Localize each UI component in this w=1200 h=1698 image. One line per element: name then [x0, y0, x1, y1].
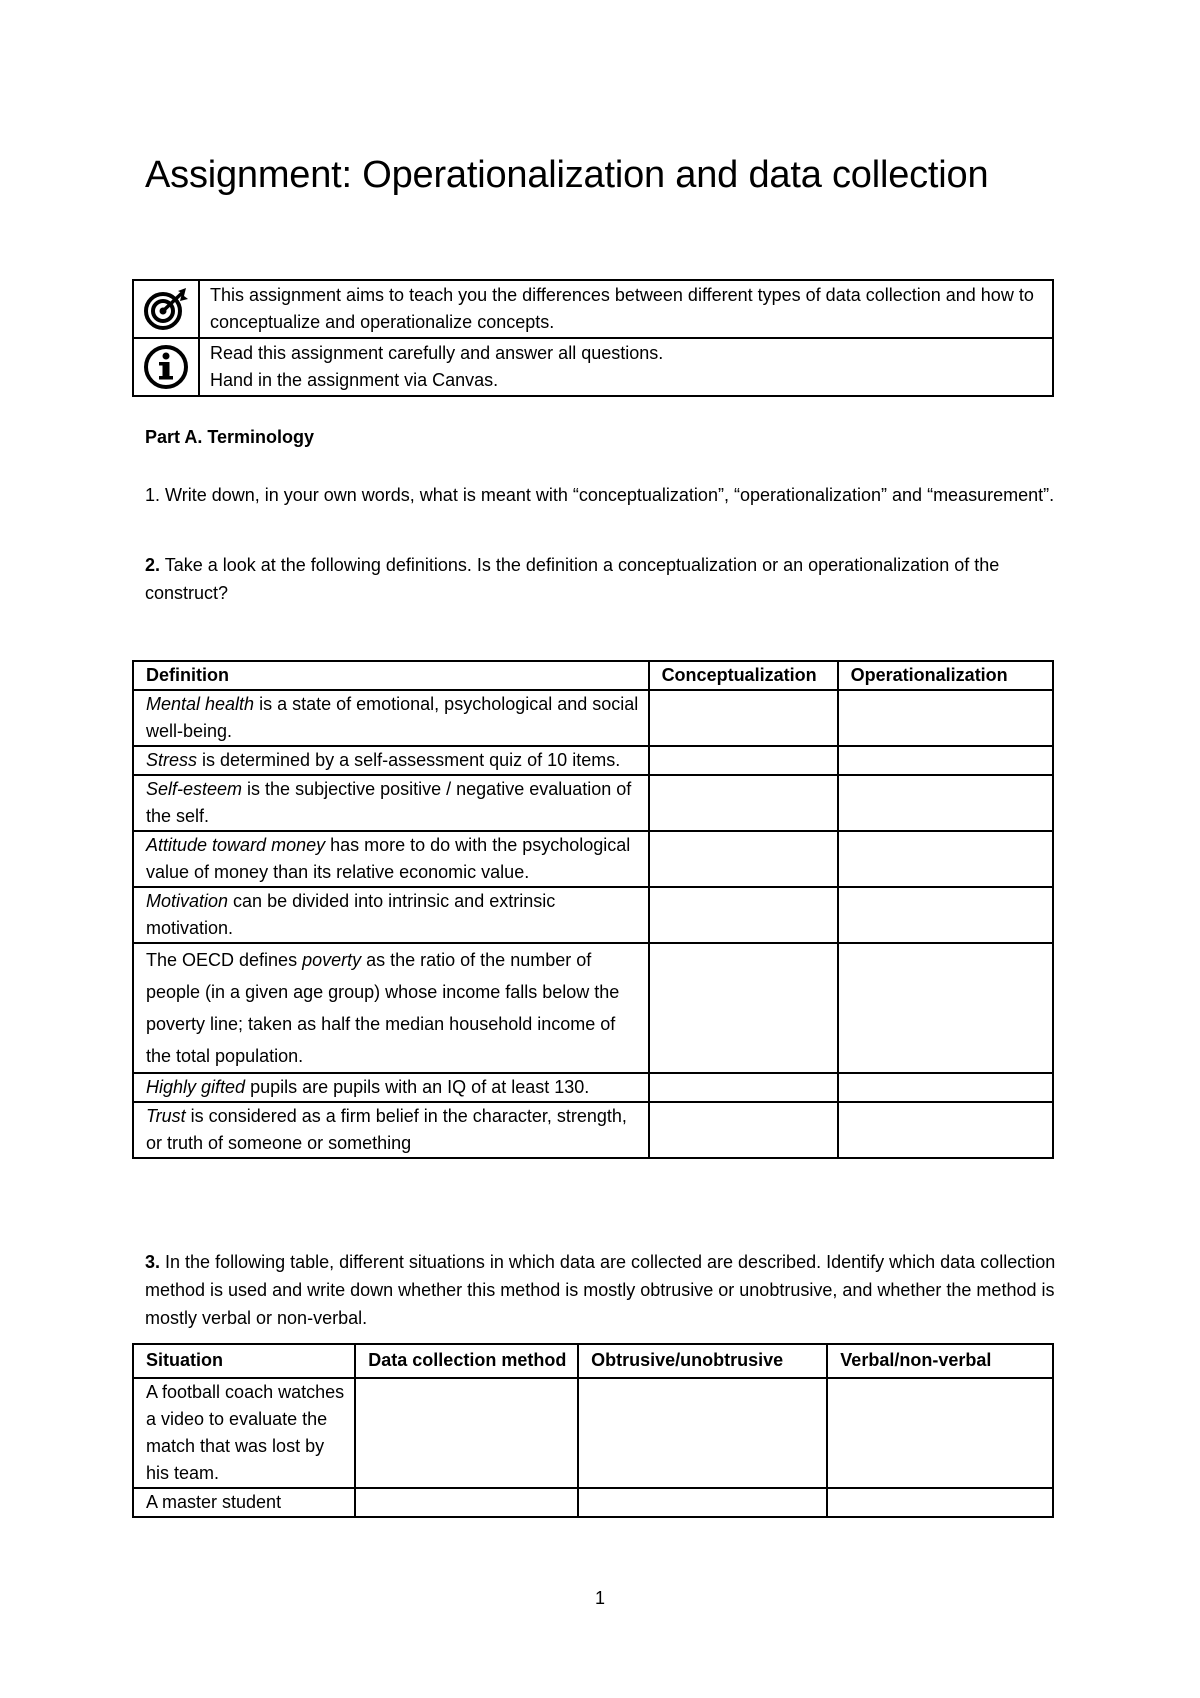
operationalization-answer-cell[interactable]	[838, 775, 1053, 831]
definition-cell	[133, 831, 649, 887]
definition-rest: is considered as a firm belief in the character, strength, or truth of someone or something	[146, 1106, 627, 1153]
data-collection-method-answer-cell[interactable]	[355, 1488, 578, 1517]
definition-cell	[133, 1073, 649, 1102]
definition-rest: has more to do with the psychological value of money than its relative economic value.	[146, 835, 631, 882]
definition-term: Motivation	[146, 891, 229, 911]
definition-row	[133, 775, 1053, 831]
definition-row	[133, 887, 1053, 943]
conceptualization-answer-cell[interactable]	[649, 831, 838, 887]
definition-rest: is determined by a self-assessment quiz of 10 items.	[197, 750, 621, 770]
header-situation: Situation	[133, 1344, 355, 1378]
definition-cell	[133, 690, 649, 746]
question-1-text: Write down, in your own words, what is meant with “conceptualization”, “operationalization” and “measurement”.	[165, 485, 1055, 505]
page-number: 1	[594, 1588, 605, 1608]
verbal-answer-cell[interactable]	[827, 1488, 1053, 1517]
operationalization-answer-cell[interactable]	[838, 943, 1053, 1073]
definition-term: Mental health	[146, 694, 255, 714]
header-conceptualization: Conceptualization	[649, 661, 838, 690]
conceptualization-answer-cell[interactable]	[649, 775, 838, 831]
operationalization-answer-cell[interactable]	[838, 1102, 1053, 1158]
info-line-1: Read this assignment carefully and answer all questions.	[210, 343, 664, 363]
situation-cell: A football coach watches a video to evaluate the match that was lost by his team.	[133, 1378, 355, 1488]
situation-cell: A master student	[133, 1488, 355, 1517]
info-line-2: Hand in the assignment via Canvas.	[210, 370, 499, 390]
definition-row	[133, 1102, 1053, 1158]
header-obtrusive-unobtrusive: Obtrusive/unobtrusive	[578, 1344, 827, 1378]
conceptualization-answer-cell[interactable]	[649, 1102, 838, 1158]
definition-term: Self-esteem	[146, 779, 243, 799]
situation-row	[133, 1488, 1053, 1517]
definition-row	[133, 690, 1053, 746]
operationalization-answer-cell[interactable]	[838, 1073, 1053, 1102]
info-text	[199, 338, 1053, 396]
definition-term: poverty	[302, 950, 362, 970]
operationalization-answer-cell[interactable]	[838, 746, 1053, 775]
situations-header-row	[133, 1344, 1053, 1378]
definition-rest: is the subjective positive / negative evaluation of the self.	[146, 779, 632, 826]
definition-cell	[133, 887, 649, 943]
operationalization-answer-cell[interactable]	[838, 887, 1053, 943]
question-1	[145, 481, 1065, 509]
definitions-header-row	[133, 661, 1053, 690]
definition-cell	[133, 1102, 649, 1158]
question-2	[145, 551, 1065, 607]
info-icon-cell	[133, 338, 199, 396]
definition-cell	[133, 775, 649, 831]
definition-rest: pupils are pupils with an IQ of at least 130.	[245, 1077, 590, 1097]
question-1-number: 1.	[145, 485, 161, 505]
operationalization-answer-cell[interactable]	[838, 690, 1053, 746]
header-definition: Definition	[133, 661, 649, 690]
definition-term: Trust	[146, 1106, 186, 1126]
situations-table	[132, 1343, 1054, 1518]
definition-cell	[133, 943, 649, 1073]
info-icon	[142, 343, 190, 391]
assignment-info-box	[132, 279, 1054, 397]
conceptualization-answer-cell[interactable]	[649, 1073, 838, 1102]
definition-row	[133, 831, 1053, 887]
conceptualization-answer-cell[interactable]	[649, 887, 838, 943]
question-3-number: 3.	[145, 1252, 161, 1272]
question-2-text: Take a look at the following definitions. Is the definition a conceptualization or an operationalization of the construct?	[145, 555, 1000, 603]
definition-cell	[133, 746, 649, 775]
obtrusive-answer-cell[interactable]	[578, 1378, 827, 1488]
goal-icon-cell	[133, 280, 199, 338]
definition-rest: is a state of emotional, psychological and social well-being.	[146, 694, 639, 741]
page-title: Assignment: Operationalization and data collection	[145, 154, 989, 196]
definition-pre: The OECD defines	[146, 950, 303, 970]
definition-row	[133, 746, 1053, 775]
operationalization-answer-cell[interactable]	[838, 831, 1053, 887]
conceptualization-answer-cell[interactable]	[649, 943, 838, 1073]
header-data-collection-method: Data collection method	[355, 1344, 578, 1378]
data-collection-method-answer-cell[interactable]	[355, 1378, 578, 1488]
definitions-table	[132, 660, 1054, 1159]
header-operationalization: Operationalization	[838, 661, 1053, 690]
definition-term: Stress	[146, 750, 198, 770]
definition-rest: can be divided into intrinsic and extrinsic motivation.	[146, 891, 556, 938]
verbal-answer-cell[interactable]	[827, 1378, 1053, 1488]
target-icon	[140, 287, 192, 331]
conceptualization-answer-cell[interactable]	[649, 690, 838, 746]
situation-row	[133, 1378, 1053, 1488]
question-3	[145, 1248, 1065, 1332]
part-a-heading: Part A. Terminology	[145, 427, 315, 447]
definition-row	[133, 943, 1053, 1073]
definition-rest: as the ratio of the number of people (in a given age group) whose income falls below the poverty line; taken as half the median household income of the total population.	[146, 950, 620, 1066]
conceptualization-answer-cell[interactable]	[649, 746, 838, 775]
question-3-text: In the following table, different situations in which data are collected are described. Identify which data collection method is used and write down whether this method is mostly obtrusive or unobtrusive, and whether the method is mostly verbal or non-verbal.	[145, 1252, 1056, 1328]
definition-term: Highly gifted	[146, 1077, 246, 1097]
definition-term: Attitude toward money	[146, 835, 326, 855]
question-2-number: 2.	[145, 555, 161, 575]
header-verbal-non-verbal: Verbal/non-verbal	[827, 1344, 1053, 1378]
obtrusive-answer-cell[interactable]	[578, 1488, 827, 1517]
definition-row	[133, 1073, 1053, 1102]
goal-text: This assignment aims to teach you the differences between different types of data collection and how to conceptualize and operationalize concepts.	[199, 280, 1053, 338]
